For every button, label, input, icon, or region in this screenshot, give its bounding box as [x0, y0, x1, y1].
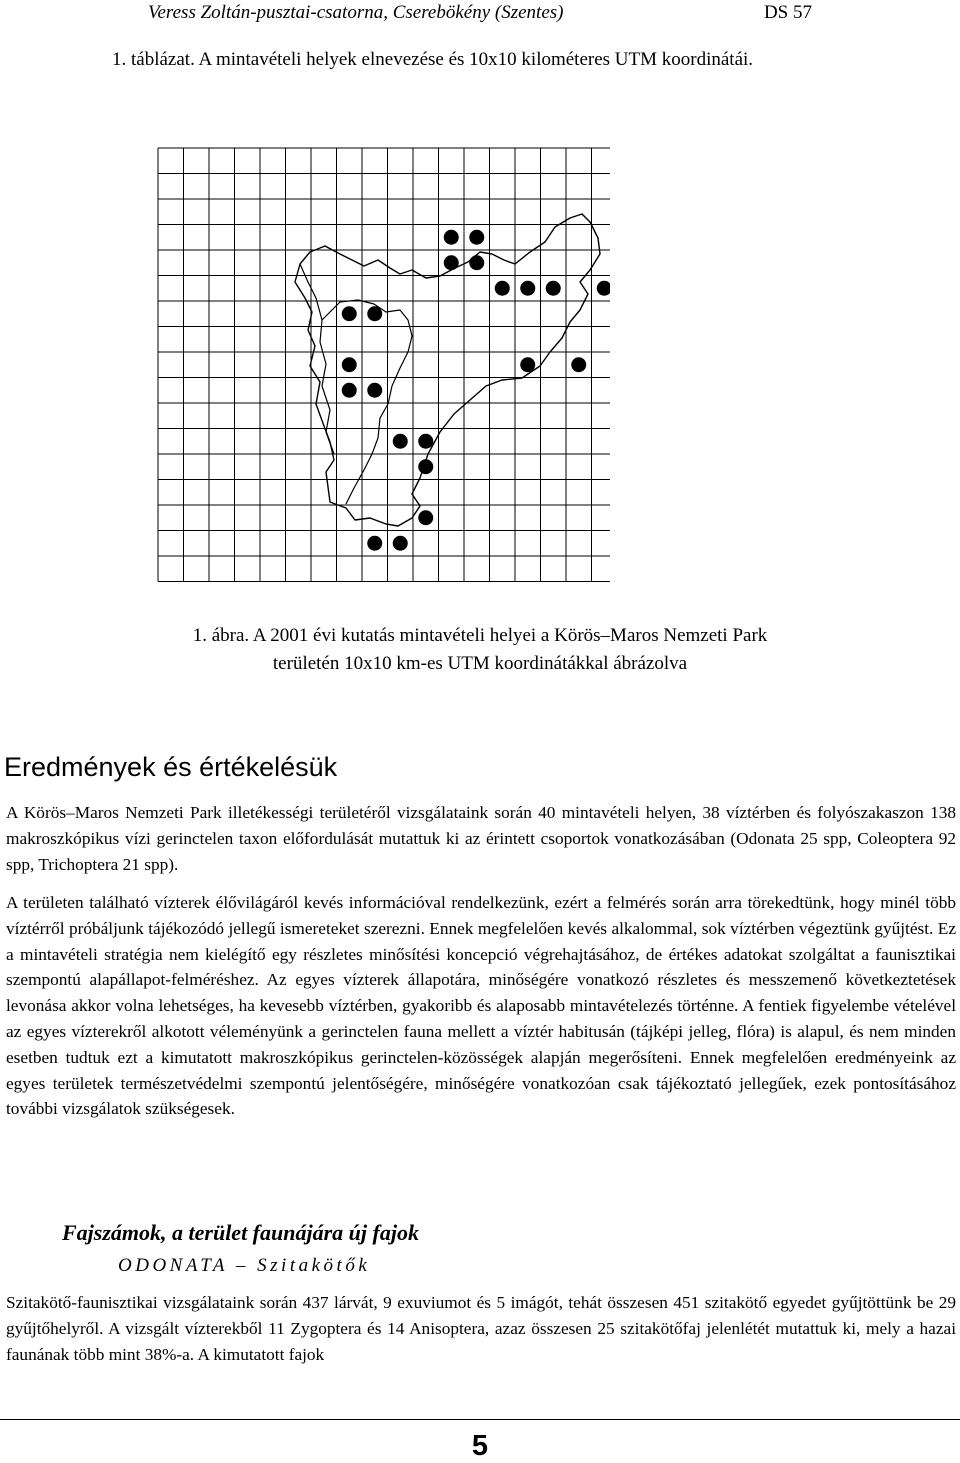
sampling-site-dot — [367, 536, 382, 551]
sampling-site-dot — [393, 536, 408, 551]
sampling-sites — [342, 230, 610, 551]
running-head — [148, 2, 812, 26]
sampling-site-dot — [520, 357, 535, 372]
paragraph-methodology: A területen található vízterek élővilágáról kevés információval rendelkezünk, ezért a felmérés során arra törekedtünk, hogy minél több víztérről próbáljunk tájékozódó jellegű ismereteket szerezni. Ennek megfelelően kevés alkalommal, sok víztérben végeztünk gyűjtést. Ez a mintavételi stratégia nem kielégítő egy részletes minősítési koncepció végrehajtásához, de értékes adatokat szolgáltat a faunisztikai szempontú alapállapot-felméréshez. Az egyes vízterek állapotára, minőségére vonatkozó részletes és messzemenő következtetések levonása akkor volna lehetséges, ha kevesebb víztérben, gyakoribb és alaposabb mintavételezés történne. A fentiek figyelembe vételével az egyes vízterekről alkotott véleményünk a gerinctelen fauna mellett a víztér habitusán (tájképi jelleg, flóra) is alapul, és nem minden esetben tudtuk ezt a kimutatott makroszkópikus gerinctelen-közösségek alapján megerősíteni. Ennek megfelelően eredményeink az egyes területek természetvédelmi szempontú jelentőségére, minőségére vonatkozóan csak tájékoztató jellegűek, ezek pontosításához további vizsgálatok szükségesek. — [6, 893, 956, 1119]
figure-caption — [130, 622, 830, 678]
sampling-site-dot — [418, 510, 433, 525]
utm-grid-map — [150, 142, 610, 582]
sampling-site-dot — [342, 357, 357, 372]
site-code: DS 57 — [763, 2, 812, 23]
page-number: 5 — [471, 1430, 489, 1462]
sampling-site-dot — [520, 281, 535, 296]
sampling-site-dot — [342, 383, 357, 398]
sampling-site-dot — [495, 281, 510, 296]
subheading-species-counts: Fajszámok, a terület faunájára új fajok — [62, 1220, 419, 1245]
sampling-site-dot — [597, 281, 610, 296]
table-caption: 1. táblázat. A mintavételi helyek elnevezése és 10x10 kilométeres UTM koordinátái. — [112, 49, 754, 70]
sampling-site-dot — [367, 383, 382, 398]
paragraph-results-summary: A Körös–Maros Nemzeti Park illetékességi területéről vizsgálataink során 40 mintavételi helyen, 38 víztérben és folyószakaszon 138 makroszkópikus vízi gerinctelen taxon előfordulását mutattuk ki az érintett csoportok vonatkozásában (Odonata 25 spp, Coleoptera 92 spp, Trichoptera 21 spp). — [6, 803, 956, 874]
running-title: Veress Zoltán-pusztai-csatorna, Cserebökény (Szentes) — [148, 2, 564, 23]
sampling-site-dot — [418, 459, 433, 474]
section-heading: Eredmények és értékelésük — [4, 752, 338, 782]
utm-grid-lines — [158, 148, 610, 582]
sampling-site-dot — [444, 255, 459, 270]
figure-caption-line-2: területén 10x10 km-es UTM koordinátákkal ábrázolva — [272, 653, 688, 674]
figure-caption-line-1: 1. ábra. A 2001 évi kutatás mintavételi helyei a Körös–Maros Nemzeti Park — [192, 625, 768, 646]
sampling-site-dot — [444, 230, 459, 245]
paragraph-odonata: Szitakötő-faunisztikai vizsgálataink során 437 lárvát, 9 exuviumot és 5 imágót, tehát összesen 451 szitakötő egyedet gyűjtöttünk be 29 gyűjtőhelyről. A vizsgált vízterekből 11 Zygoptera és 14 Anisoptera, azaz összesen 25 szitakötőfaj jelenlétét mutattuk ki, mely a hazai faunának több mint 38%-a. A kimutatott fajok — [6, 1293, 956, 1364]
sampling-site-dot — [546, 281, 561, 296]
river-line — [300, 264, 334, 454]
sampling-site-dot — [418, 434, 433, 449]
sampling-site-dot — [469, 230, 484, 245]
odonata-heading: ODONATA – Szitakötők — [118, 1255, 371, 1276]
sampling-site-dot — [571, 357, 586, 372]
sampling-site-dot — [342, 306, 357, 321]
sampling-site-dot — [469, 255, 484, 270]
footer-rule — [0, 1419, 960, 1420]
sampling-site-dot — [393, 434, 408, 449]
sampling-site-dot — [367, 306, 382, 321]
inner-region — [322, 300, 412, 504]
